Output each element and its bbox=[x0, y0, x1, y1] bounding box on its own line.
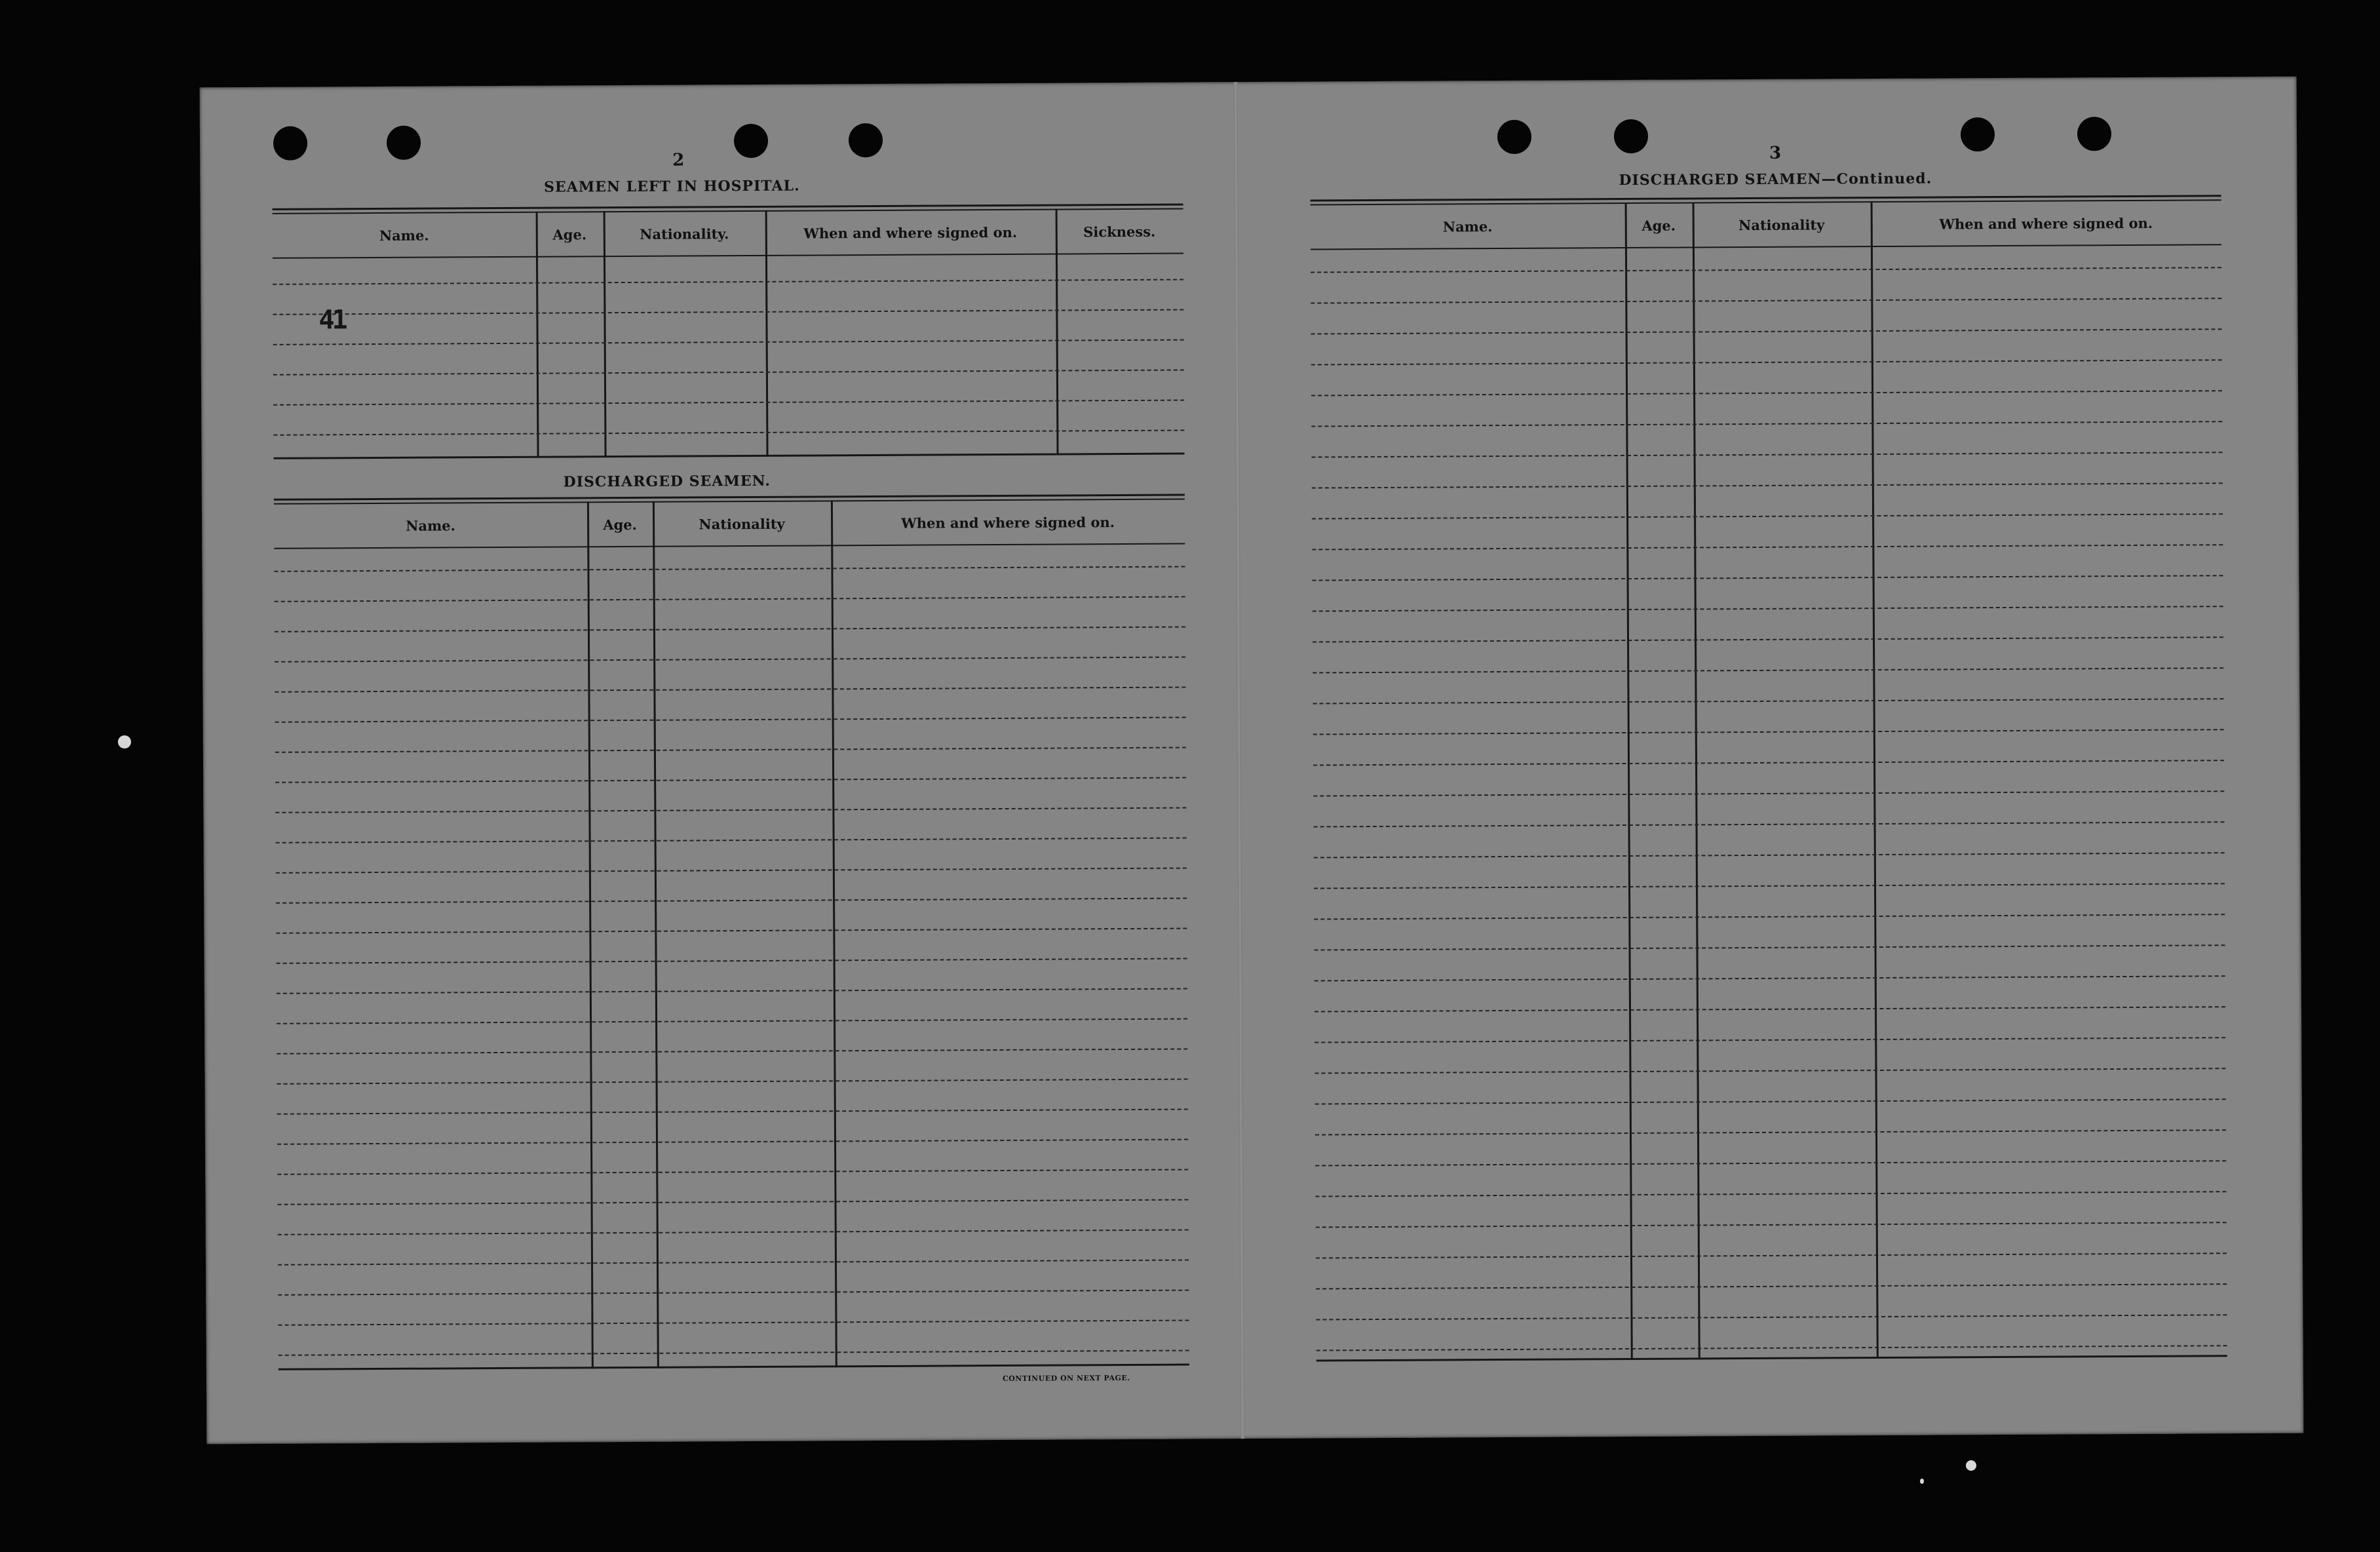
continued-col-nationality: Nationality bbox=[1738, 216, 1825, 234]
ruled-line bbox=[277, 988, 1187, 994]
ruled-line bbox=[1311, 328, 2222, 334]
ruled-line bbox=[1315, 1006, 2225, 1012]
ruled-line bbox=[273, 400, 1184, 406]
ruled-line bbox=[1311, 267, 2221, 273]
hospital-col-age: Age. bbox=[552, 226, 587, 243]
ruled-line bbox=[275, 777, 1186, 783]
discharged-continued-table bbox=[1311, 195, 2227, 1363]
ruled-line bbox=[277, 1079, 1188, 1085]
ruled-line bbox=[1313, 606, 2223, 611]
ruled-line bbox=[275, 747, 1186, 753]
ruled-line bbox=[1315, 1191, 2226, 1197]
ruled-line bbox=[276, 898, 1187, 904]
ruled-line bbox=[276, 838, 1187, 844]
dust-speck bbox=[1966, 1460, 1976, 1471]
ruled-line bbox=[1312, 452, 2223, 457]
ruled-line bbox=[1316, 1314, 2227, 1320]
hospital-col-signed-on: When and where signed on. bbox=[803, 223, 1018, 242]
discharged-col-name: Name. bbox=[406, 517, 456, 534]
ruled-line bbox=[1315, 1037, 2225, 1043]
ruled-line bbox=[278, 1230, 1189, 1235]
ruled-line bbox=[275, 687, 1185, 693]
page-number: 2 bbox=[672, 150, 685, 170]
ruled-line bbox=[1313, 698, 2224, 704]
ruled-line bbox=[1316, 1252, 2227, 1258]
ruled-line bbox=[275, 717, 1186, 723]
discharged-col-signed-on: When and where signed on. bbox=[901, 514, 1115, 532]
ruled-line bbox=[278, 1290, 1189, 1296]
ruled-line bbox=[1314, 914, 2225, 920]
ledger-sheet bbox=[200, 77, 2304, 1445]
hospital-table bbox=[273, 204, 1185, 461]
ruled-line bbox=[1313, 636, 2223, 642]
ruled-line bbox=[276, 868, 1187, 874]
ruled-line bbox=[1313, 575, 2223, 581]
ruled-line bbox=[1313, 790, 2224, 796]
left-page bbox=[200, 82, 1241, 1444]
continued-note: CONTINUED ON NEXT PAGE. bbox=[1002, 1373, 1130, 1384]
ruled-line bbox=[273, 340, 1184, 345]
ruled-line bbox=[1316, 1222, 2227, 1228]
ruled-line bbox=[1311, 421, 2222, 427]
ruled-line bbox=[1313, 729, 2224, 735]
ruled-line bbox=[273, 309, 1183, 315]
continued-col-age: Age. bbox=[1641, 217, 1676, 234]
discharged-table bbox=[274, 494, 1189, 1372]
page-number: 3 bbox=[1769, 143, 1782, 163]
ruled-line bbox=[277, 1049, 1187, 1055]
discharged-col-nationality: Nationality bbox=[699, 515, 785, 533]
ruled-line bbox=[276, 928, 1187, 934]
ruled-line bbox=[1315, 944, 2225, 950]
continued-col-signed-on: When and where signed on. bbox=[1939, 214, 2153, 233]
ruled-line bbox=[1311, 390, 2222, 396]
dust-speck bbox=[1920, 1479, 1924, 1484]
ruled-line bbox=[278, 1320, 1189, 1326]
ruled-line bbox=[1313, 667, 2223, 673]
ruled-line bbox=[1316, 1345, 2227, 1351]
ruled-line bbox=[275, 627, 1185, 632]
hospital-col-sickness: Sickness. bbox=[1083, 223, 1156, 241]
ruled-line bbox=[1311, 298, 2221, 303]
ruled-line bbox=[273, 370, 1184, 376]
dust-speck bbox=[118, 735, 131, 748]
ruled-line bbox=[1315, 1098, 2226, 1104]
ruled-line bbox=[273, 430, 1184, 436]
ruled-line bbox=[277, 1139, 1188, 1145]
ruled-line bbox=[1313, 760, 2224, 766]
ruled-line bbox=[275, 596, 1185, 602]
ruled-line bbox=[274, 566, 1185, 572]
ruled-line bbox=[1315, 975, 2225, 981]
ruled-line bbox=[277, 958, 1187, 964]
ruled-line bbox=[275, 657, 1185, 663]
hospital-section-title: SEAMEN LEFT IN HOSPITAL. bbox=[544, 177, 800, 196]
ruled-line bbox=[1315, 1068, 2225, 1074]
ruled-line bbox=[1311, 359, 2222, 365]
ruled-line bbox=[1312, 513, 2223, 519]
ruled-line bbox=[1316, 1283, 2227, 1289]
ruled-line bbox=[1312, 482, 2223, 488]
ruled-line bbox=[278, 1260, 1189, 1266]
continued-section-title: DISCHARGED SEAMEN—Continued. bbox=[1619, 170, 1932, 189]
discharged-section-title: DISCHARGED SEAMEN. bbox=[563, 472, 771, 491]
hospital-col-name: Name. bbox=[379, 227, 429, 244]
ruled-line bbox=[277, 1169, 1188, 1175]
ruled-line bbox=[1315, 1160, 2226, 1166]
ruled-line bbox=[1314, 821, 2225, 827]
hospital-col-nationality: Nationality. bbox=[640, 225, 729, 242]
ruled-line bbox=[1315, 1129, 2226, 1135]
handwritten-number: 41 bbox=[318, 305, 345, 336]
ruled-line bbox=[277, 1109, 1188, 1115]
ruled-line bbox=[278, 1350, 1189, 1356]
ruled-line bbox=[1314, 852, 2225, 858]
ruled-line bbox=[275, 807, 1186, 813]
ruled-line bbox=[277, 1018, 1187, 1024]
ruled-line bbox=[1312, 544, 2223, 550]
continued-col-name: Name. bbox=[1442, 218, 1493, 235]
ruled-line bbox=[278, 1199, 1189, 1205]
discharged-col-age: Age. bbox=[603, 516, 637, 534]
right-page bbox=[1238, 77, 2304, 1439]
ruled-line bbox=[273, 279, 1183, 285]
ruled-line bbox=[1314, 883, 2225, 889]
